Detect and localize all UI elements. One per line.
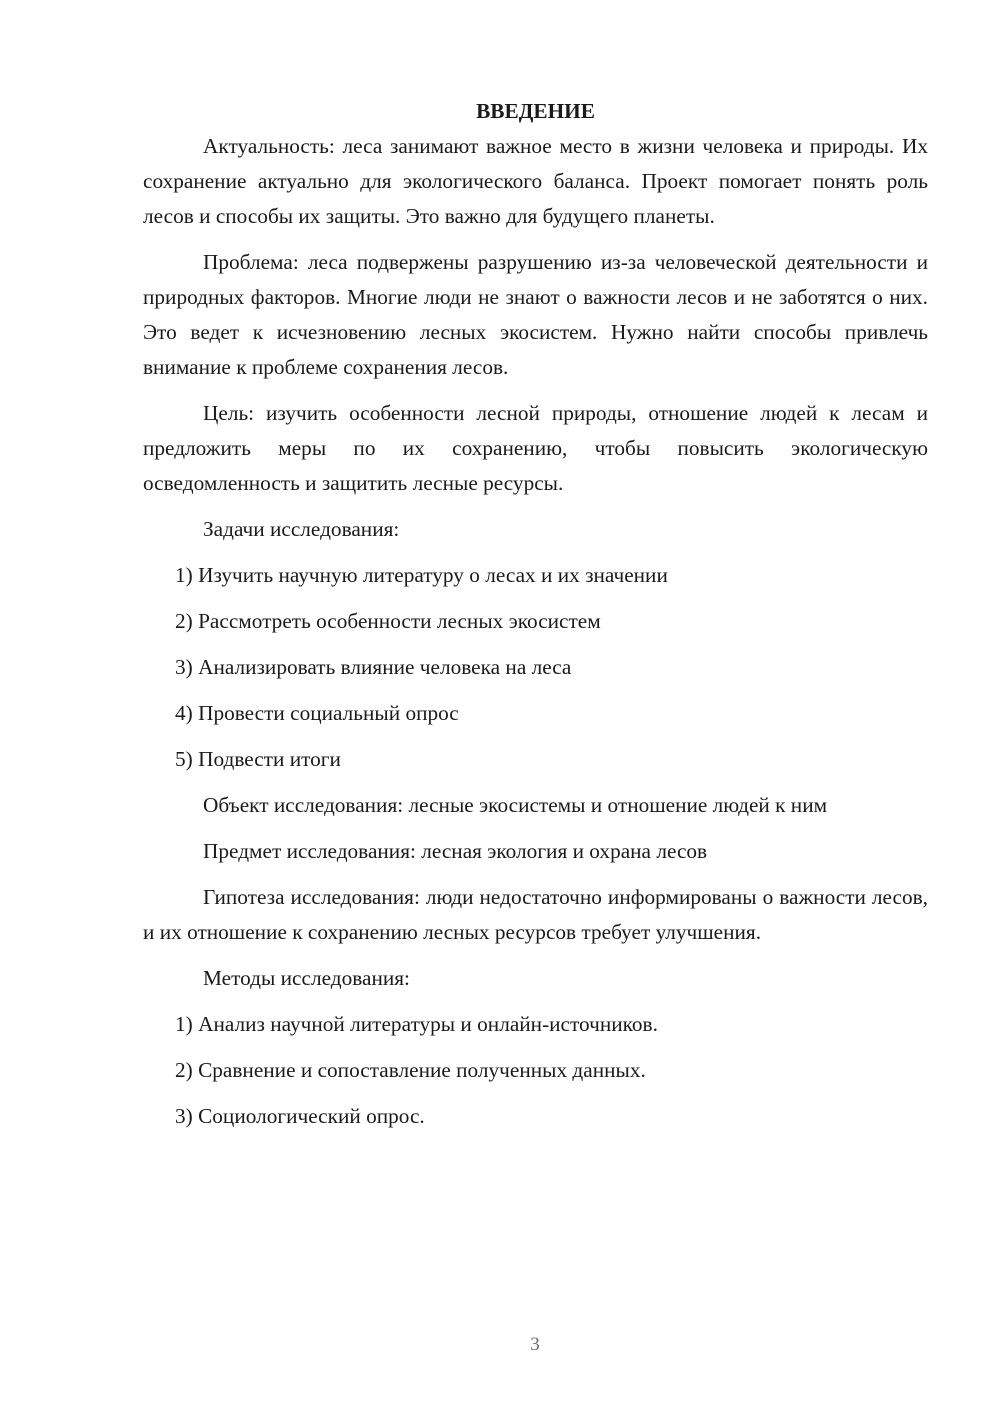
method-item: 1) Анализ научной литературы и онлайн-источников.	[175, 1012, 658, 1036]
task-item: 5) Подвести итоги	[175, 747, 341, 771]
problem-paragraph: Проблема: леса подвержены разрушению из-за человеческой деятельности и природных факторов. Многие люди не знают о важности лесов и не заботятся о них. Это ведет к исчезновению лесных экосистем. Нужно найти способы привлечь внимание к проблеме сохранения лесов.	[143, 250, 928, 379]
subject-paragraph: Предмет исследования: лесная экология и охрана лесов	[203, 839, 708, 863]
task-item: 4) Провести социальный опрос	[175, 701, 459, 725]
section-title: ВВЕДЕНИЕ	[476, 99, 595, 123]
goal-paragraph: Цель: изучить особенности лесной природы, отношение людей к лесам и предложить меры по их сохранению, чтобы повысить экологическую осведомленность и защитить лесные ресурсы.	[143, 401, 928, 495]
task-item: 1) Изучить научную литературу о лесах и их значении	[175, 563, 668, 587]
task-item: 3) Анализировать влияние человека на леса	[175, 655, 572, 679]
methods-label: Методы исследования:	[203, 966, 410, 990]
object-paragraph: Объект исследования: лесные экосистемы и отношение людей к ним	[203, 793, 828, 817]
relevance-paragraph: Актуальность: леса занимают важное место в жизни человека и природы. Их сохранение актуально для экологического баланса. Проект помогает понять роль лесов и способы их защиты. Это важно для будущего планеты.	[143, 134, 928, 228]
tasks-list	[143, 558, 928, 777]
methods-list	[143, 1007, 928, 1134]
method-item: 2) Сравнение и сопоставление полученных данных.	[175, 1058, 646, 1082]
method-item: 3) Социологический опрос.	[175, 1104, 425, 1128]
hypothesis-paragraph: Гипотеза исследования: люди недостаточно информированы о важности лесов, и их отношение к сохранению лесных ресурсов требует улучшения.	[143, 885, 928, 944]
tasks-label: Задачи исследования:	[203, 517, 400, 541]
document-page	[143, 94, 928, 1145]
page-number: 3	[530, 1334, 540, 1355]
task-item: 2) Рассмотреть особенности лесных экосистем	[175, 609, 601, 633]
